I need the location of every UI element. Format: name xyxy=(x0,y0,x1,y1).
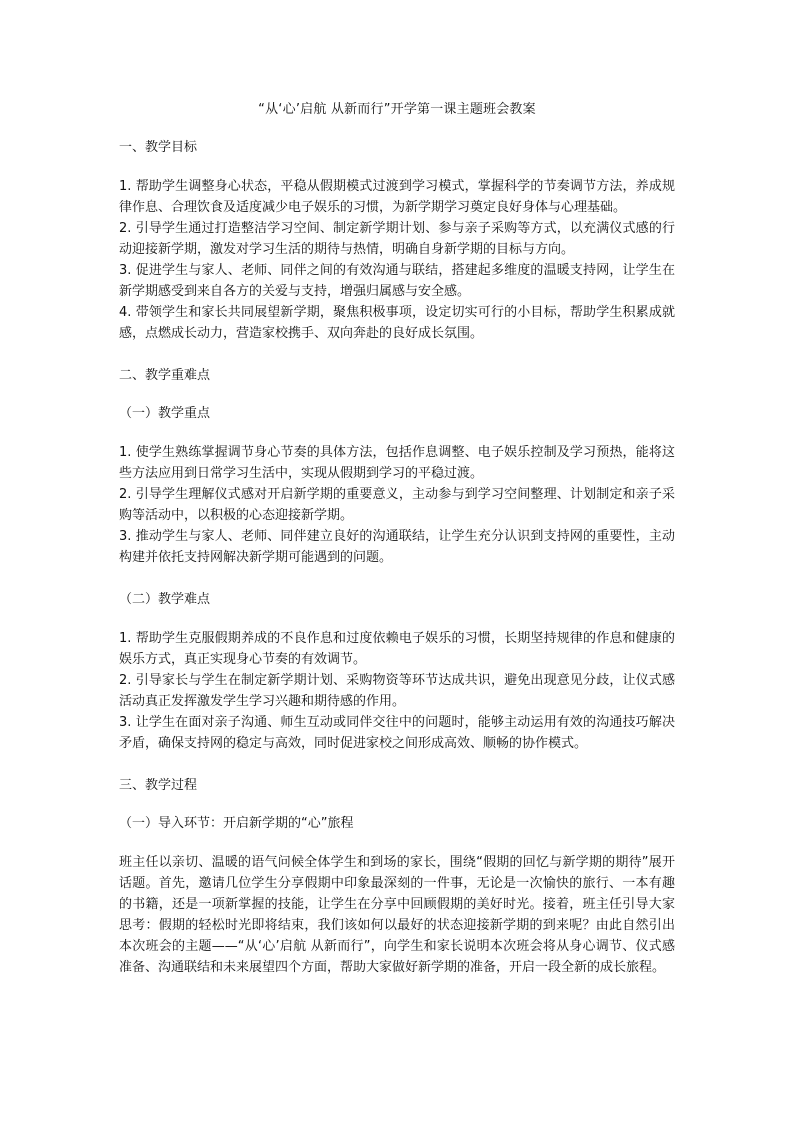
introduction-paragraph: 班主任以亲切、温暖的语气问候全体学生和到场的家长，围绕“假期的回忆与新学期的期待”展开话题。首先，邀请几位学生分享假期中印象最深刻的一件事，无论是一次愉快的旅行、一本有趣的书籍，还是一项新掌握的技能，让学生在分享中回顾假期的美好时光。接着，班主任引导大家思考：假期的轻松时光即将结束，我们该如何以最好的状态迎接新学期的到来呢？由此自然引出本次班会的主题——“从‘心’启航 从新而行”，向学生和家长说明本次班会将从身心调节、仪式感准备、沟通联结和未来展望四个方面，帮助大家做好新学期的准备，开启一段全新的成长旅程。 xyxy=(119,855,675,975)
section-heading-key-difficult-points: 二、教学重难点 xyxy=(119,368,211,383)
subsection-heading-difficult-points: （二）教学难点 xyxy=(119,592,211,607)
document-title: “从‘心’启航 从新而行”开学第一课主题班会教案 xyxy=(258,102,536,117)
difficult-point-item-2: 2. 引导家长与学生在制定新学期计划、采购物资等环节达成共识，避免出现意见分歧，让仪式感活动真正发挥激发学生学习兴趣和期待感的作用。 xyxy=(119,673,675,709)
objective-item-1: 1. 帮助学生调整身心状态，平稳从假期模式过渡到学习模式，掌握科学的节奏调节方法，养成规律作息、合理饮食及适度减少电子娱乐的习惯，为新学期学习奠定良好身体与心理基础。 xyxy=(119,179,675,215)
section-heading-objectives: 一、教学目标 xyxy=(119,140,198,155)
difficult-point-item-3: 3. 让学生在面对亲子沟通、师生互动或同伴交往中的问题时，能够主动运用有效的沟通技巧解决矛盾，确保支持网的稳定与高效，同时促进家校之间形成高效、顺畅的协作模式。 xyxy=(119,715,675,751)
difficult-point-item-1: 1. 帮助学生克服假期养成的不良作息和过度依赖电子娱乐的习惯，长期坚持规律的作息和健康的娱乐方式，真正实现身心节奏的有效调节。 xyxy=(119,631,675,667)
key-point-item-1: 1. 使学生熟练掌握调节身心节奏的具体方法，包括作息调整、电子娱乐控制及学习预热，能将这些方法应用到日常学习生活中，实现从假期到学习的平稳过渡。 xyxy=(119,445,675,481)
objective-item-4: 4. 带领学生和家长共同展望新学期，聚焦积极事项，设定切实可行的小目标，帮助学生积累成就感，点燃成长动力，营造家校携手、双向奔赴的良好成长氛围。 xyxy=(119,305,675,341)
objective-item-3: 3. 促进学生与家人、老师、同伴之间的有效沟通与联结，搭建起多维度的温暖支持网，让学生在新学期感受到来自各方的关爱与支持，增强归属感与安全感。 xyxy=(119,263,675,299)
key-point-item-3: 3. 推动学生与家人、老师、同伴建立良好的沟通联结，让学生充分认识到支持网的重要性，主动构建并依托支持网解决新学期可能遇到的问题。 xyxy=(119,529,675,565)
objective-item-2: 2. 引导学生通过打造整洁学习空间、制定新学期计划、参与亲子采购等方式，以充满仪式感的行动迎接新学期，激发对学习生活的期待与热情，明确自身新学期的目标与方向。 xyxy=(119,221,675,257)
key-point-item-2: 2. 引导学生理解仪式感对开启新学期的重要意义，主动参与到学习空间整理、计划制定和亲子采购等活动中，以积极的心态迎接新学期。 xyxy=(119,487,675,523)
subsection-heading-introduction: （一）导入环节：开启新学期的“心”旅程 xyxy=(119,816,354,831)
subsection-heading-key-points: （一）教学重点 xyxy=(119,406,211,421)
section-heading-teaching-process: 三、教学过程 xyxy=(119,778,198,793)
document-body xyxy=(119,138,675,978)
